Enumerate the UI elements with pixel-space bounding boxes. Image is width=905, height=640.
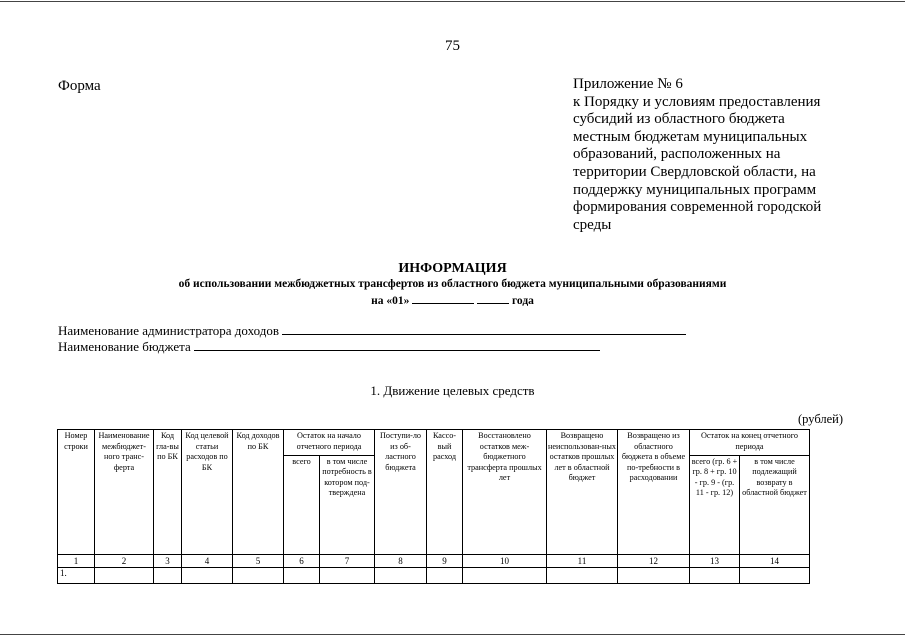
administrator-field: [58, 323, 686, 339]
row-number-cell: 1.: [58, 568, 95, 584]
header-returned-from-region: Возвращено из областного бюджета в объеме по-требности в расходовании: [618, 430, 690, 555]
column-number: 5: [233, 555, 284, 568]
appendix-line: к Порядку и условиям предоставления: [573, 93, 821, 110]
administrator-blank-line: [282, 324, 686, 335]
table-cell: [182, 568, 233, 584]
appendix-line: субсидий из областного бюджета: [573, 111, 785, 128]
column-number-row: [58, 555, 810, 568]
appendix-line: Приложение № 6: [573, 76, 683, 92]
page-number: 75: [445, 38, 460, 54]
header-income-code: Код доходов по БК: [233, 430, 284, 555]
appendix-line: поддержку муниципальных программ: [573, 181, 817, 198]
header-opening-balance: Остаток на начало отчетного периода: [284, 430, 375, 456]
column-number: 2: [95, 555, 154, 568]
header-closing-balance: Остаток на конец отчетного периода: [690, 430, 810, 456]
header-closing-to-return: в том числе подлежащий возврату в областной бюджет: [740, 455, 810, 554]
table-cell: [233, 568, 284, 584]
header-returned-unused: Возвращено неиспользован-ных остатков прошлых лет в областной бюджет: [547, 430, 618, 555]
table-cell: [690, 568, 740, 584]
header-chapter-code: Код гла-вы по БК: [154, 430, 182, 555]
table-cell: [95, 568, 154, 584]
appendix-line: среды: [573, 216, 612, 233]
targeted-funds-table: [57, 429, 810, 584]
header-received: Поступи-ло из об-ластного бюджета: [375, 430, 427, 555]
date-prefix: на «01»: [371, 295, 410, 307]
table-cell: [463, 568, 547, 584]
table-cell: [547, 568, 618, 584]
header-cash-expense: Кассо-вый расход: [427, 430, 463, 555]
column-number: 4: [182, 555, 233, 568]
section-title: 1. Движение целевых средств: [370, 383, 535, 398]
header-restored-balances: Восстановлено остатков меж-бюджетного трансферта прошлых лет: [463, 430, 547, 555]
header-opening-total: всего: [284, 455, 320, 554]
header-closing-total: всего (гр. 6 + гр. 8 + гр. 10 - гр. 9 - (гр. 11 - гр. 12): [690, 455, 740, 554]
column-number: 14: [740, 555, 810, 568]
column-number: 3: [154, 555, 182, 568]
appendix-line: формирования современной городской: [573, 199, 822, 216]
table-cell: [320, 568, 375, 584]
units-label: (рублей): [798, 412, 844, 426]
table-cell: [740, 568, 810, 584]
table-cell: [618, 568, 690, 584]
appendix-line: образований, расположенных на: [573, 146, 781, 163]
column-number: 7: [320, 555, 375, 568]
table-header-row: [58, 430, 810, 456]
administrator-label: Наименование администратора доходов: [58, 323, 279, 338]
column-number: 6: [284, 555, 320, 568]
form-label: Форма: [58, 78, 101, 94]
appendix-block: [573, 76, 843, 234]
year-blank-line: [477, 293, 509, 304]
column-number: 10: [463, 555, 547, 568]
column-number: 13: [690, 555, 740, 568]
report-date-line: [0, 293, 905, 307]
header-target-article-code: Код целевой статьи расходов по БК: [182, 430, 233, 555]
table-cell: [284, 568, 320, 584]
scan-edge-bottom: [0, 634, 905, 635]
scan-edge-top: [0, 1, 905, 2]
header-row-number: Номер строки: [58, 430, 95, 555]
table-cell: [375, 568, 427, 584]
document-title: ИНФОРМАЦИЯ: [398, 261, 507, 276]
column-number: 11: [547, 555, 618, 568]
date-suffix: года: [511, 295, 534, 307]
month-blank-line: [412, 293, 474, 304]
table-row: [58, 568, 810, 584]
header-opening-confirmed: в том числе потребность в котором под-тверждена: [320, 455, 375, 554]
document-subtitle: об использовании межбюджетных трансфертов из областного бюджета муниципальными образованиями: [178, 278, 727, 290]
table-cell: [427, 568, 463, 584]
table-cell: [154, 568, 182, 584]
budget-field: [58, 339, 600, 355]
appendix-line: местным бюджетам муниципальных: [573, 128, 808, 145]
budget-label: Наименование бюджета: [58, 339, 191, 354]
column-number: 8: [375, 555, 427, 568]
column-number: 9: [427, 555, 463, 568]
column-number: 12: [618, 555, 690, 568]
budget-blank-line: [194, 340, 600, 351]
appendix-line: территории Свердловской области, на: [573, 163, 816, 180]
header-transfer-name: Наименование межбюджет-ного транс-ферта: [95, 430, 154, 555]
column-number: 1: [58, 555, 95, 568]
